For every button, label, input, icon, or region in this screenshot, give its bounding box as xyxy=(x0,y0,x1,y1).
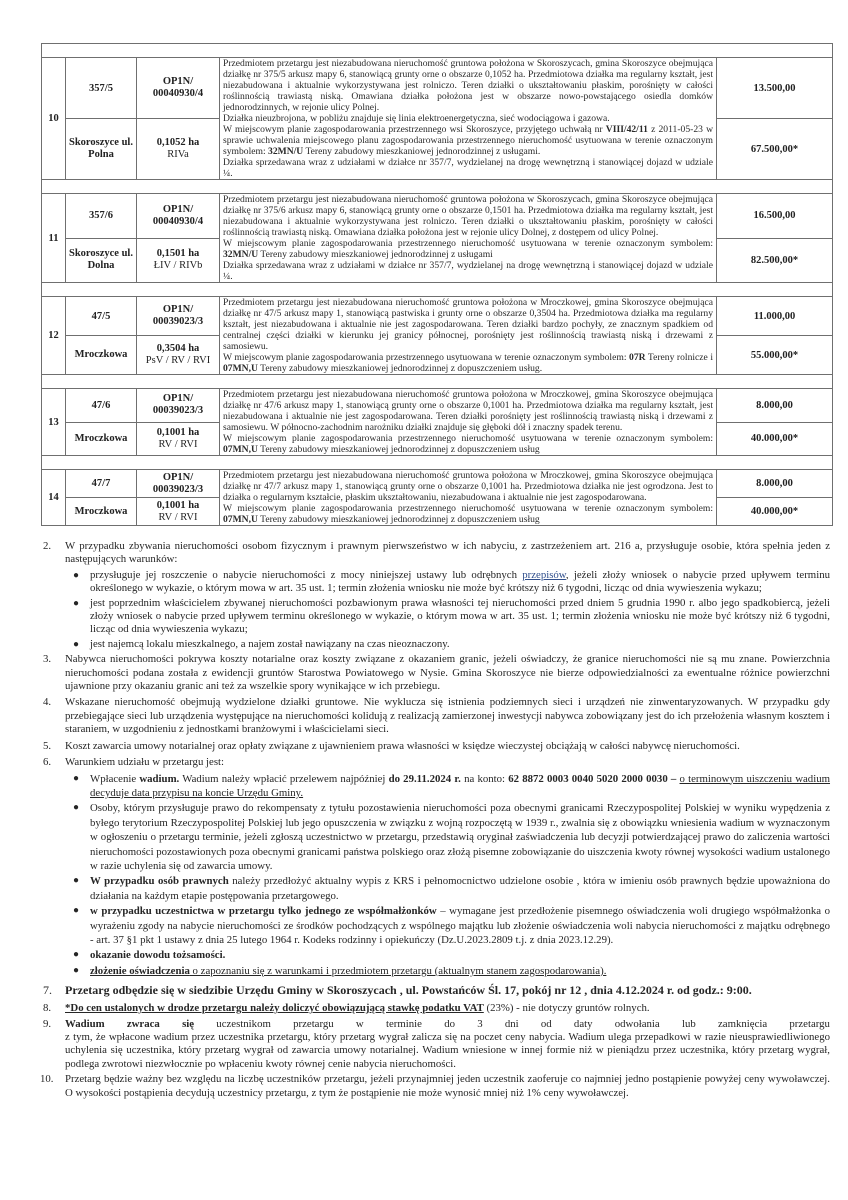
bullet-icon: ● xyxy=(73,875,80,887)
plot-area: 0,3504 ha PsV / RV / RVI xyxy=(137,336,220,375)
section-6 xyxy=(40,755,830,978)
vat-note: *Do cen ustalonych w drodze przetargu należy doliczyć obowiązującą stawkę podatku VAT xyxy=(65,1002,484,1015)
total-price: 40.000,00* xyxy=(717,422,833,456)
section-9 xyxy=(40,1018,830,1072)
bullet-list xyxy=(65,772,830,979)
section-text: Przetarg będzie ważny bez względu na liczbę uczestników przetargu, jeżeli przynajmniej jeden uczestnik zaoferuje co najmniej jedno postąpienie powyżej ceny wywoławczej. O wysokości postąpienia decydują uczestnicy przetargu, z tym że postąpienie nie może wynosić mniej niż 1% ceny wywoławczej. xyxy=(65,1073,830,1099)
plot-number: 357/6 xyxy=(66,194,137,239)
plot-location: Mroczkowa xyxy=(66,336,137,375)
plot-number: 47/5 xyxy=(66,297,137,336)
row-number: 12 xyxy=(42,297,66,375)
starting-price: 8.000,00 xyxy=(717,470,833,498)
table-spacer-row xyxy=(42,456,833,470)
bullet-item: ● jest najemcą lokalu mieszkalnego, a najem został nawiązany na czas nieoznaczony. xyxy=(73,637,450,650)
plot-number: 47/6 xyxy=(66,389,137,423)
bullet-item: ● Osoby, którym przysługuje prawo do rekompensaty z tytułu pozostawienia nieruchomości poza obecnymi granicami Rzeczypospolitej Polskiej w wyniku wypędzenia z byłego terytorium Rzeczypospolitej Polskiej lub jego opuszczenia w związku z wojną rozpoczętą w 1939 r., zwalnia się z obowiązku wniesienia wadium w wyznaczonym w ogłoszeniu o przetargu terminie, jeżeli zgłoszą uczestnictwo w przetargu, przedstawią oryginał zaświadczenia lub decyzji potwierdzającej prawo do zaliczenia wartości nieruchomości pozostawionych poza obecnymi granicami państwa polskiego oraz złożą pisemne zobowiązanie do uiszczenia kwoty równej wysokości wadium ustalonego w razie uchylenia się od zawarcia umowy. xyxy=(73,802,830,872)
plot-area: 0,1001 ha RV / RVI xyxy=(137,422,220,456)
table-spacer-row xyxy=(42,44,833,58)
row-number: 14 xyxy=(42,470,66,526)
row-number: 11 xyxy=(42,194,66,283)
table-row xyxy=(42,194,833,239)
section-text: W przypadku zbywania nieruchomości osobom fizycznym i prawnym pierwszeństwo w ich nabyciu, z zastrzeżeniem art. 216 a, przysługuje osobie, która spełnia jeden z następujących warunków: xyxy=(65,540,830,566)
plot-area: 0,1052 ha RIVa xyxy=(137,119,220,180)
section-number: 2. xyxy=(43,540,52,552)
przepisow-link[interactable]: przepisów xyxy=(522,568,566,581)
table-spacer-row xyxy=(42,375,833,389)
plot-description: Przedmiotem przetargu jest niezabudowana nieruchomość gruntowa położona w Mroczkowej, gmina Skoroszyce obejmująca działkę nr 47/6 arkusz mapy 1, stanowiącą grunty orne o obszarze 0,1001 ha. Przedmiotowa działka ma regularny kształt, jest niezabudowana i aktualnie nie jest zagospodarowana. Teren działki porośnięty jest roślinnością trawiastą niską i drzewami z samosiewu. W północno-zachodnim narożniku działki znajduje się głęboki dół i znaczny spadek terenu. W miejscowym planie zagospodarowania przestrzennego nieruchomość usytuowana w terenie oznaczonym symbolem: 07MN,U Tereny zabudowy mieszkaniowej jednorodzinnej z dopuszczeniem usług xyxy=(220,389,717,456)
land-register-number: OP1N/ 00040930/4 xyxy=(137,58,220,119)
bullet-icon: ● xyxy=(73,638,80,650)
plot-area: 0,1501 ha ŁIV / RIVb xyxy=(137,238,220,283)
section-number: 8. xyxy=(43,1002,52,1015)
section-text: Nabywca nieruchomości pokrywa koszty notarialne oraz koszty związane z okazaniem granic, jeżeli oświadczy, że granice nieruchomości nie są mu znane. Powierzchnia nieruchomości podana została z ewidencji gruntów Starostwa Powiatowego w Nysie. Gmina Skoroszyce nie bierze odpowiedzialności za ewentualne różnice powierzchni ujawnione przy okazaniu granic ani też za wszelkie spory wynikające w ich przebiegu. xyxy=(65,653,830,693)
bullet-item: ● okazanie dowodu tożsamości. xyxy=(73,949,226,962)
plot-location: Mroczkowa xyxy=(66,498,137,526)
bullet-item: ● W przypadku osób prawnych należy przedłożyć aktualny wypis z KRS i pełnomocnictwo udzielone osobie , która w imieniu osób prawnych będzie upoważniona do działania na każdym etapie postępowania przetargowego. xyxy=(73,875,830,902)
bullet-icon: ● xyxy=(73,802,80,814)
bullet-item: ● złożenie oświadczenia o zapoznaniu się z warunkami i przedmiotem przetargu (aktualnym stanem zagospodarowania). xyxy=(73,964,607,977)
bullet-item: ● przysługuje jej roszczenie o nabycie nieruchomości z mocy niniejszej ustawy lub odrębnych przepisów, jeżeli złoży wniosek o nabycie przed upływem terminu określonego w wykazie, o którym mowa w art. 35 ust. 1; termin złożenia wniosku nie może być krótszy niż 6 tygodni, licząc od dnia wywieszenia wykazu; xyxy=(73,568,830,595)
row-number: 13 xyxy=(42,389,66,456)
bullet-item: ● w przypadku uczestnictwa w przetargu tylko jednego ze współmałżonków – wymagane jest przedłożenie pisemnego oświadczenia woli drugiego współmałżonka o wyrażeniu zgody na nabycie nieruchomości ze środków pochodzących z wspólnego majątku lub złożenie oświadczenia woli nabycia nieruchomości z majątku odrębnego - art. 37 §1 pkt 1 ustawy z dnia 25 lutego 1964 r. Kodeks rodzinny i opiekuńczy (Dz.U.2023.2809 t.j. z dnia 2023.12.29). xyxy=(73,905,830,946)
section-number: 7. xyxy=(43,983,52,998)
terms-sections xyxy=(40,540,830,1100)
total-price: 55.000,00* xyxy=(717,336,833,375)
starting-price: 8.000,00 xyxy=(717,389,833,423)
section-text: Koszt zawarcia umowy notarialnej oraz opłaty związane z ujawnieniem prawa własności w księdze wieczystej obciążają w całości nabywcę nieruchomości. xyxy=(65,739,740,752)
table-row xyxy=(42,389,833,423)
bullet-item: ● jest poprzednim właścicielem zbywanej nieruchomości pozbawionym prawa własności tej nieruchomości przed dniem 5 grudnia 1990 r. albo jego spadkobiercą, jeżeli złoży wniosek o nabycie przed upływem terminu określonego w wykazie, o którym mowa w art. 35 ust. 1; termin złożenia wniosku nie może być krótszy niż 6 tygodni, licząc od dnia wywieszenia wykazu; xyxy=(73,596,830,636)
section-8: 8. *Do cen ustalonych w drodze przetargu należy doliczyć obowiązującą stawkę podatku VAT (23%) - nie dotyczy gruntów rolnych. xyxy=(43,1002,650,1015)
bullet-list xyxy=(65,569,830,651)
property-table xyxy=(41,43,833,526)
plot-description: Przedmiotem przetargu jest niezabudowana nieruchomość gruntowa położona w Skoroszycach, gmina Skoroszyce obejmująca działkę nr 375/6 arkusz mapy 6, stanowiącą grunty orne o obszarze 0,1501 ha. Przedmiotowa działka ma regularny kształt, jest niezabudowana i aktualnie wykorzystywana jest rolniczo. Teren działki o ukształtowaniu płaskim, porośnięty w całości roślinnością trawiastą niską. Omawiana działka położona jest w rejonie ulicy Dolnej, z dostępem od ulicy Polnej. W miejscowym planie zagospodarowania przestrzennego nieruchomość usytuowana w terenie oznaczonym symbolem: 32MN/U Tereny zabudowy mieszkaniowej jednorodzinnej z usługami Działka sprzedawana wraz z udziałami w działce nr 357/7, wydzielanej na drogę wewnętrzną i stanowiącej dojazd w udziale ¼. xyxy=(220,194,717,283)
starting-price: 16.500,00 xyxy=(717,194,833,239)
plot-area: 0,1001 ha RV / RVI xyxy=(137,498,220,526)
bullet-icon: ● xyxy=(73,905,80,917)
section-first-line: Wadium zwraca się uczestnikom przetargu w terminie do 3 dni od daty odwołania lub zamknięcia przetargu xyxy=(65,1017,830,1030)
bullet-icon: ● xyxy=(73,569,80,581)
section-text: Warunkiem udziału w przetargu jest: xyxy=(65,756,225,769)
section-text: Wskazane nieruchomość obejmują wydzielone działki gruntowe. Nie wyklucza się istnienia podziemnych sieci i urządzeń nie zinwentaryzowanych. W przypadku gdy przebiegające sieci lub urządzenia występujące na nieruchomości kolidują z realizacją zamierzonej inwestycji nabywca zobowiązany jest do ich przełożenia własnym kosztem i staraniem, w uzgodnieniu z jednostkami branżowymi i właścicielami sieci. xyxy=(65,696,830,736)
section-number: 6. xyxy=(43,756,52,769)
section-text: z tym, że wpłacone wadium przez uczestnika przetargu, który przetarg wygrał zalicza się na poczet ceny nabycia. Wadium ulega przepadkowi w razie nieusprawiedliwionego uchylenia się uczestnika, który przetarg wygrał od zawarcia umowy notarialnej. Wadium wniesione w innej formie niż w pieniądzu przez uczestnika, który przetarg wygrał, podlega zwrotowi niezwłocznie po wpłaceniu kwoty równej cenie nabycia nieruchomości. xyxy=(65,1031,830,1070)
bullet-icon: ● xyxy=(73,949,80,961)
table-row xyxy=(42,58,833,119)
section-4 xyxy=(40,696,830,736)
plot-description: Przedmiotem przetargu jest niezabudowana nieruchomość gruntowa położona w Skoroszycach, gmina Skoroszyce obejmująca działkę nr 375/5 arkusz mapy 6, stanowiącą grunty orne o obszarze 0,1052 ha. Przedmiotowa działka ma regularny kształt, jest niezabudowana i aktualnie wykorzystywana jest rolniczo. Teren działki o ukształtowaniu płaskim, porośnięty w całości roślinnością trawiastą niską. Omawiana działka położona jest w obszarze nowo-powstającego osiedla domków jednorodzinnych, w rejonie ulicy Polnej. Działka nieuzbrojona, w pobliżu znajduje się linia elektroenergetyczna, sieć wodociągowa i gazowa. W miejscowym planie zagospodarowania przestrzennego wsi Skoroszyce, przyjętego uchwałą nr VIII/42/11 z 2011-05-23 w sprawie uchwalenia miejscowego planu zagospodarowania przestrzennego nieruchomość usytuowana w terenie oznaczonym symbolem: 32MN/U Tereny zabudowy mieszkaniowej jednorodzinnej z usługami. Działka sprzedawana wraz z udziałami w działce nr 357/7, wydzielanej na drogę wewnętrzną i stanowiącej dojazd w udziale ¼. xyxy=(220,58,717,180)
total-price: 40.000,00* xyxy=(717,498,833,526)
section-5 xyxy=(40,740,830,753)
plot-number: 357/5 xyxy=(66,58,137,119)
section-7 xyxy=(40,983,830,998)
starting-price: 13.500,00 xyxy=(717,58,833,119)
plot-number: 47/7 xyxy=(66,470,137,498)
table-row xyxy=(42,297,833,336)
bullet-item: ● Wpłacenie wadium. Wadium należy wpłacić przelewem najpóźniej do 29.11.2024 r. na konto: 62 8872 0003 0040 5020 2000 0030 – o terminowym uiszczeniu wadium decyduje data przypisu na koncie Urzędu Gminy. xyxy=(73,772,831,799)
plot-location: Skoroszyce ul. Polna xyxy=(66,119,137,180)
bullet-icon: ● xyxy=(73,772,80,784)
total-price: 82.500,00* xyxy=(717,238,833,283)
table-spacer-row xyxy=(42,283,833,297)
plot-location: Skoroszyce ul. Dolna xyxy=(66,238,137,283)
section-2 xyxy=(40,540,830,651)
land-register-number: OP1N/ 00040930/4 xyxy=(137,194,220,239)
section-number: 4. xyxy=(43,696,52,709)
section-number: 3. xyxy=(43,653,52,666)
section-3 xyxy=(40,653,830,693)
land-register-number: OP1N/ 00039023/3 xyxy=(137,297,220,336)
section-10 xyxy=(40,1073,830,1100)
section-number: 9. xyxy=(43,1017,52,1030)
land-register-number: OP1N/ 00039023/3 xyxy=(137,389,220,423)
section-number: 10. xyxy=(40,1073,54,1086)
total-price: 67.500,00* xyxy=(717,119,833,180)
bullet-icon: ● xyxy=(73,597,80,609)
land-register-number: OP1N/ 00039023/3 xyxy=(137,470,220,498)
plot-description: Przedmiotem przetargu jest niezabudowana nieruchomość gruntowa położona w Mroczkowej, gmina Skoroszyce obejmująca działkę nr 47/7 arkusz mapy 1, stanowiącą grunty orne o obszarze 0,1001 ha. Przedmiotowa działka nie jest ogrodzona. Jest to działka o regularnym kształcie, płaskim ukształtowaniu, niezabudowana i aktualnie nie jest zagospodarowana. W miejscowym planie zagospodarowania przestrzennego nieruchomość usytuowana w terenie oznaczonym symbolem: 07MN,U Tereny zabudowy mieszkaniowej jednorodzinnej z dopuszczeniem usług xyxy=(220,470,717,526)
table-row xyxy=(42,470,833,498)
bullet-icon: ● xyxy=(73,964,80,976)
plot-location: Mroczkowa xyxy=(66,422,137,456)
auction-date-location: Przetarg odbędzie się w siedzibie Urzędu Gminy w Skoroszycach , ul. Powstańców Śl. 17, pokój nr 12 , dnia 4.12.2024 r. od godz.: 9:00. xyxy=(65,983,752,998)
row-number: 10 xyxy=(42,58,66,180)
plot-description: Przedmiotem przetargu jest niezabudowana nieruchomość gruntowa położona w Mroczkowej, gmina Skoroszyce obejmująca działkę nr 47/5 arkusz mapy 1, stanowiącą pastwiska i grunty orne o obszarze 0,3504 ha. Przedmiotowa działka ma regularny kształt, jest niezabudowana i aktualnie nie jest zagospodarowana. Teren działki bardzo pochyły, ze znacznym spadkiem od centralnej części działki w kierunku jej granicy północnej, porośnięty jest roślinnością trawiastą niską i drzewami z samosiewu. W miejscowym planie zagospodarowania przestrzennego usytuowana w terenie oznaczonym symbolem: 07R Tereny rolnicze i 07MN,U Tereny zabudowy mieszkaniowej jednorodzinnej z dopuszczeniem usług. xyxy=(220,297,717,375)
bank-account-number: 62 8872 0003 0040 5020 2000 0030 xyxy=(508,772,668,785)
table-spacer-row xyxy=(42,180,833,194)
section-number: 5. xyxy=(43,739,52,752)
starting-price: 11.000,00 xyxy=(717,297,833,336)
